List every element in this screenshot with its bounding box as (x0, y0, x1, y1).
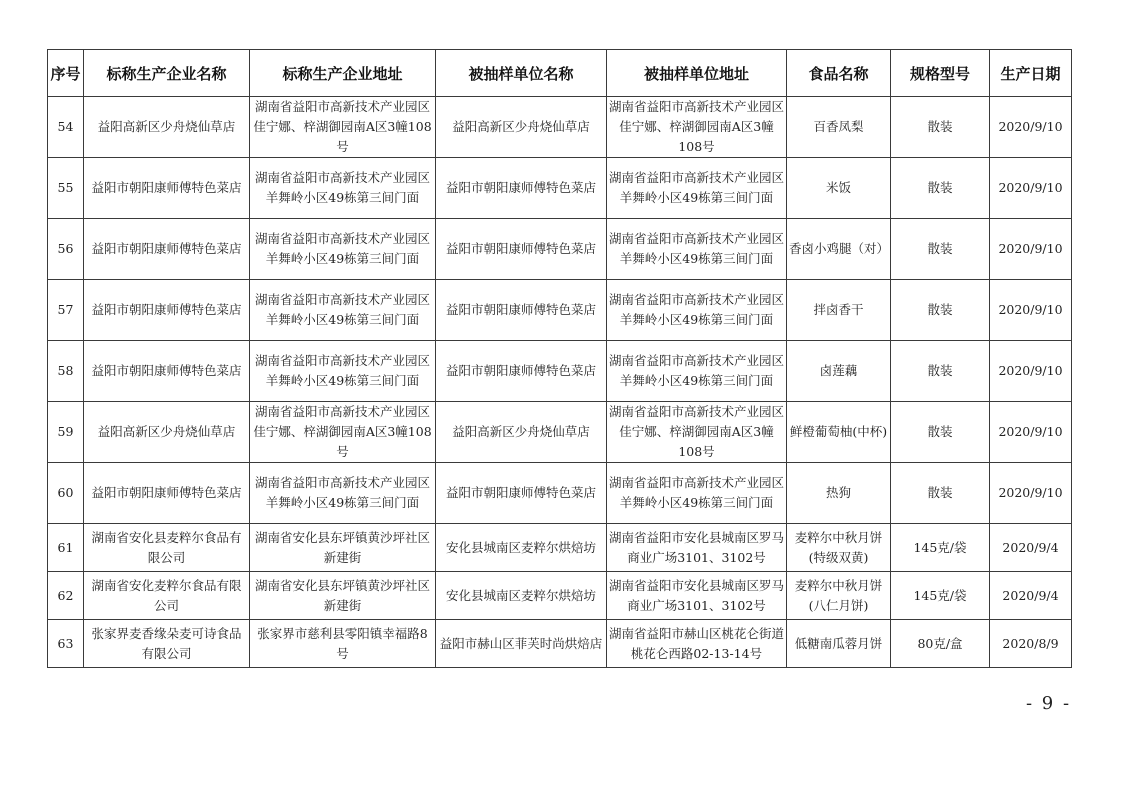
cell-specification: 散装 (891, 280, 990, 341)
cell-sampled-unit-address: 湖南省益阳市高新技术产业园区羊舞岭小区49栋第三间门面 (607, 158, 787, 219)
cell-specification: 145克/袋 (891, 572, 990, 620)
cell-producer-address: 湖南省安化县东坪镇黄沙坪社区新建街 (250, 572, 436, 620)
cell-sampled-unit-name: 安化县城南区麦粹尔烘焙坊 (436, 572, 607, 620)
header-producer-name: 标称生产企业名称 (84, 50, 250, 97)
cell-sampled-unit-name: 益阳市朝阳康师傅特色菜店 (436, 158, 607, 219)
cell-producer-name: 益阳市朝阳康师傅特色菜店 (84, 341, 250, 402)
cell-specification: 散装 (891, 158, 990, 219)
header-sampled-unit-address: 被抽样单位地址 (607, 50, 787, 97)
header-sampled-unit-name: 被抽样单位名称 (436, 50, 607, 97)
cell-production-date: 2020/9/4 (990, 572, 1072, 620)
cell-specification: 80克/盒 (891, 620, 990, 668)
cell-serial-no: 56 (48, 219, 84, 280)
cell-specification: 散装 (891, 219, 990, 280)
cell-food-name: 麦粹尔中秋月饼(特级双黄) (787, 524, 891, 572)
table-header-row (48, 50, 1072, 97)
cell-specification: 散装 (891, 402, 990, 463)
cell-sampled-unit-address: 湖南省益阳市赫山区桃花仑街道桃花仑西路02-13-14号 (607, 620, 787, 668)
cell-serial-no: 60 (48, 463, 84, 524)
table-row (48, 97, 1072, 158)
cell-specification: 散装 (891, 463, 990, 524)
cell-producer-address: 湖南省益阳市高新技术产业园区羊舞岭小区49栋第三间门面 (250, 341, 436, 402)
cell-sampled-unit-address: 湖南省益阳市高新技术产业园区佳宁娜、梓湖御园南A区3幢108号 (607, 402, 787, 463)
cell-producer-name: 益阳高新区少舟烧仙草店 (84, 97, 250, 158)
cell-producer-address: 湖南省益阳市高新技术产业园区羊舞岭小区49栋第三间门面 (250, 158, 436, 219)
cell-sampled-unit-name: 益阳市朝阳康师傅特色菜店 (436, 341, 607, 402)
cell-serial-no: 55 (48, 158, 84, 219)
cell-food-name: 热狗 (787, 463, 891, 524)
table-row (48, 572, 1072, 620)
table-row (48, 402, 1072, 463)
header-production-date: 生产日期 (990, 50, 1072, 97)
page-number: - 9 - (1026, 693, 1072, 714)
cell-serial-no: 57 (48, 280, 84, 341)
cell-serial-no: 62 (48, 572, 84, 620)
table-row (48, 341, 1072, 402)
cell-sampled-unit-address: 湖南省益阳市高新技术产业园区羊舞岭小区49栋第三间门面 (607, 341, 787, 402)
cell-producer-name: 益阳高新区少舟烧仙草店 (84, 402, 250, 463)
cell-producer-address: 湖南省安化县东坪镇黄沙坪社区新建街 (250, 524, 436, 572)
cell-sampled-unit-name: 益阳市赫山区菲芙时尚烘焙店 (436, 620, 607, 668)
cell-production-date: 2020/9/10 (990, 341, 1072, 402)
cell-food-name: 卤莲藕 (787, 341, 891, 402)
cell-producer-name: 张家界麦香缘朵麦可诗食品有限公司 (84, 620, 250, 668)
cell-serial-no: 54 (48, 97, 84, 158)
cell-serial-no: 63 (48, 620, 84, 668)
cell-producer-name: 益阳市朝阳康师傅特色菜店 (84, 280, 250, 341)
table-row (48, 463, 1072, 524)
header-serial-no: 序号 (48, 50, 84, 97)
cell-producer-address: 湖南省益阳市高新技术产业园区羊舞岭小区49栋第三间门面 (250, 219, 436, 280)
cell-food-name: 鲜橙葡萄柚(中杯) (787, 402, 891, 463)
header-food-name: 食品名称 (787, 50, 891, 97)
cell-producer-name: 湖南省安化麦粹尔食品有限公司 (84, 572, 250, 620)
table-row (48, 280, 1072, 341)
cell-producer-address: 湖南省益阳市高新技术产业园区佳宁娜、梓湖御园南A区3幢108号 (250, 97, 436, 158)
cell-production-date: 2020/9/10 (990, 463, 1072, 524)
cell-production-date: 2020/9/10 (990, 97, 1072, 158)
cell-production-date: 2020/8/9 (990, 620, 1072, 668)
sampling-results-table (47, 49, 1072, 668)
cell-producer-address: 张家界市慈利县零阳镇幸福路8号 (250, 620, 436, 668)
cell-food-name: 百香凤梨 (787, 97, 891, 158)
cell-sampled-unit-name: 益阳高新区少舟烧仙草店 (436, 402, 607, 463)
cell-food-name: 拌卤香干 (787, 280, 891, 341)
cell-specification: 145克/袋 (891, 524, 990, 572)
cell-food-name: 低糖南瓜蓉月饼 (787, 620, 891, 668)
cell-production-date: 2020/9/10 (990, 402, 1072, 463)
cell-sampled-unit-address: 湖南省益阳市高新技术产业园区羊舞岭小区49栋第三间门面 (607, 219, 787, 280)
cell-production-date: 2020/9/10 (990, 158, 1072, 219)
cell-producer-name: 益阳市朝阳康师傅特色菜店 (84, 463, 250, 524)
cell-producer-address: 湖南省益阳市高新技术产业园区羊舞岭小区49栋第三间门面 (250, 280, 436, 341)
cell-sampled-unit-name: 益阳市朝阳康师傅特色菜店 (436, 219, 607, 280)
table-row (48, 219, 1072, 280)
cell-production-date: 2020/9/4 (990, 524, 1072, 572)
cell-producer-address: 湖南省益阳市高新技术产业园区羊舞岭小区49栋第三间门面 (250, 463, 436, 524)
cell-specification: 散装 (891, 341, 990, 402)
cell-sampled-unit-name: 益阳高新区少舟烧仙草店 (436, 97, 607, 158)
cell-sampled-unit-name: 益阳市朝阳康师傅特色菜店 (436, 463, 607, 524)
header-producer-address: 标称生产企业地址 (250, 50, 436, 97)
cell-serial-no: 58 (48, 341, 84, 402)
cell-food-name: 麦粹尔中秋月饼(八仁月饼) (787, 572, 891, 620)
cell-sampled-unit-address: 湖南省益阳市高新技术产业园区羊舞岭小区49栋第三间门面 (607, 463, 787, 524)
cell-sampled-unit-address: 湖南省益阳市安化县城南区罗马商业广场3101、3102号 (607, 572, 787, 620)
cell-serial-no: 59 (48, 402, 84, 463)
cell-sampled-unit-address: 湖南省益阳市安化县城南区罗马商业广场3101、3102号 (607, 524, 787, 572)
cell-producer-address: 湖南省益阳市高新技术产业园区佳宁娜、梓湖御园南A区3幢108号 (250, 402, 436, 463)
cell-production-date: 2020/9/10 (990, 219, 1072, 280)
table-row (48, 158, 1072, 219)
table-row (48, 620, 1072, 668)
cell-specification: 散装 (891, 97, 990, 158)
cell-food-name: 米饭 (787, 158, 891, 219)
cell-sampled-unit-address: 湖南省益阳市高新技术产业园区佳宁娜、梓湖御园南A区3幢108号 (607, 97, 787, 158)
cell-sampled-unit-name: 益阳市朝阳康师傅特色菜店 (436, 280, 607, 341)
cell-producer-name: 益阳市朝阳康师傅特色菜店 (84, 158, 250, 219)
cell-producer-name: 湖南省安化县麦粹尔食品有限公司 (84, 524, 250, 572)
cell-sampled-unit-name: 安化县城南区麦粹尔烘焙坊 (436, 524, 607, 572)
cell-sampled-unit-address: 湖南省益阳市高新技术产业园区羊舞岭小区49栋第三间门面 (607, 280, 787, 341)
cell-food-name: 香卤小鸡腿（对） (787, 219, 891, 280)
cell-production-date: 2020/9/10 (990, 280, 1072, 341)
table-row (48, 524, 1072, 572)
cell-serial-no: 61 (48, 524, 84, 572)
header-specification: 规格型号 (891, 50, 990, 97)
cell-producer-name: 益阳市朝阳康师傅特色菜店 (84, 219, 250, 280)
